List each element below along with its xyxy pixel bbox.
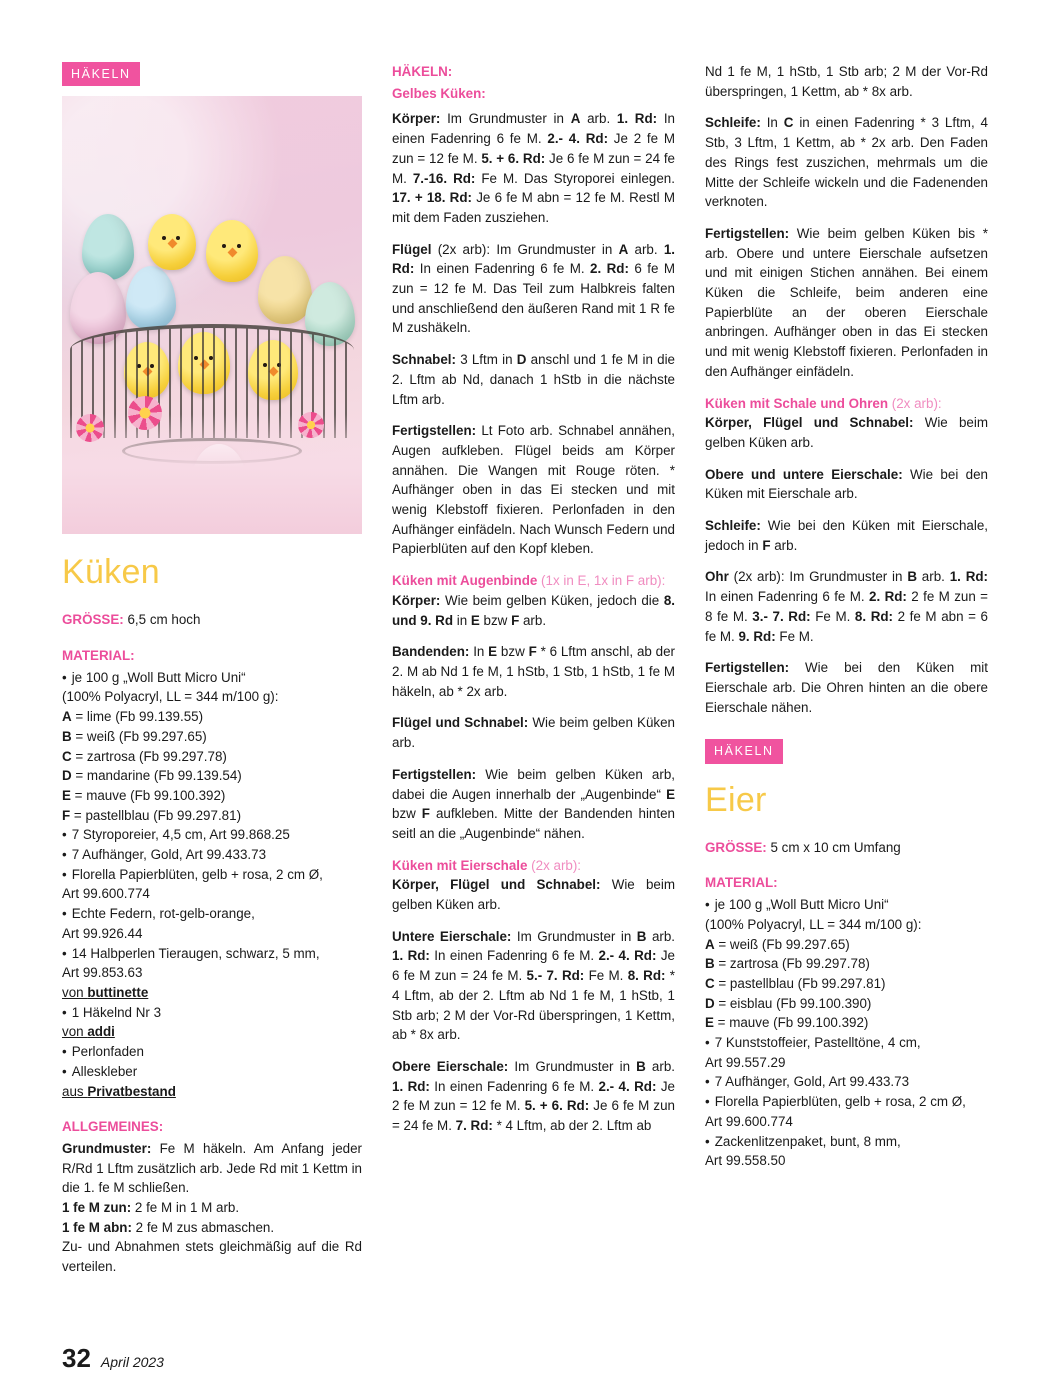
- supplier-prefix: aus: [62, 1083, 88, 1099]
- schleife2-lead: Schleife:: [705, 518, 761, 534]
- untere-lead: Untere Eierschale:: [392, 928, 512, 944]
- general-paragraph: [62, 1139, 362, 1198]
- eierschale-title: Küken mit Eierschale: [392, 857, 528, 873]
- untere-text: Im Grundmuster in B arb. 1. Rd: In einen Fadenring 6 fe M. 2.- 4. Rd: Je 6 fe M zun = 24 fe M. 5.- 7. Rd: Fe M. 8. Rd: * 4 Lftm, ab der 2. Lftm ab Nd 1 fe M, 1 hStb, 1 Stb arb; 2 M der Vor-Rd überspringen, 1 Kettm, ab * 8x arb.: [392, 928, 676, 1043]
- list-item: Art 99.557.29: [705, 1054, 786, 1070]
- fertigstellen-text: Wie beim gelben Küken arb, dabei die Augen innerhalb der „Augenbinde“ E bzw F aufkleben. Mitte der Bandenden hinten seitl an die „Augenbinde“ nähen.: [392, 766, 675, 841]
- fluegel-schnabel-paragraph: [392, 713, 675, 752]
- list-item: D = mandarine (Fb 99.139.54): [62, 768, 242, 784]
- schleife-paragraph: [705, 113, 988, 212]
- schalen-lead: Obere und untere Eierschale:: [705, 466, 903, 482]
- material-list-eier: [705, 895, 988, 1171]
- fertigstellen2-text: Wie bei den Küken mit Eierschale arb. Die Ohren hinten an die obere Eierschale nähen.: [705, 660, 988, 715]
- koerper-text: Im Grundmuster in A arb. 1. Rd: In einen Fadenring 6 fe M. 2.- 4. Rd: Je 2 fe M zun = 12 fe M. 5. + 6. Rd: Je 6 fe M zun = 24 fe M. 7.-16. Rd: Fe M. Das Styroporei einlegen. 17. + 18. Rd: Je 6 fe M abn = 12 fe M. Restl M mit dem Faden zusziehen.: [392, 111, 676, 225]
- eierschale-heading: [392, 856, 675, 915]
- bandenden-lead: Bandenden:: [392, 644, 470, 660]
- issue-date: April 2023: [100, 1354, 164, 1370]
- size-line: [62, 610, 362, 630]
- supplier-name: Privatbestand: [87, 1083, 176, 1099]
- list-item: C = pastellblau (Fb 99.297.81): [705, 975, 886, 991]
- fertigstellen-text: Wie beim gelben Küken bis * arb. Obere und untere Eierschale aufsetzen und mit einigen Stichen annähen. Bei einem Küken die Schleife, beim anderen eine Papierblüte an der oberen Eierschale anbringen. Aufhänger oben in das Ei stecken und mit wenig Klebstoff fixieren. Perlonfaden in den Aufhänger einfädeln.: [705, 225, 988, 379]
- supplier-line-3: [62, 1082, 362, 1102]
- general-lead: 1 fe M zun:: [62, 1200, 132, 1216]
- material-heading: MATERIAL:: [62, 648, 135, 664]
- augenbinde-suffix: (1x in E, 1x in F arb):: [537, 573, 666, 589]
- ohr-text: (2x arb): Im Grundmuster in B arb. 1. Rd: In einen Fadenring 6 fe M. 2. Rd: 2 fe M zun = 8 fe M. 3.- 7. Rd: Fe M. 8. Rd: 2 fe M abn = 6 fe M. 9. Rd: Fe M.: [705, 569, 989, 644]
- general-heading: ALLGEMEINES:: [62, 1119, 164, 1135]
- fluegel-schnabel-lead: Flügel und Schnabel:: [392, 715, 529, 731]
- eierschale-suffix: (2x arb):: [527, 857, 582, 873]
- page-footer: [62, 1343, 164, 1374]
- ohren-heading: [705, 394, 988, 453]
- list-item: F = pastellblau (Fb 99.297.81): [62, 807, 242, 823]
- general-text: 2 fe M zus abmaschen.: [131, 1219, 275, 1235]
- ohren-kfs-text: Wie beim gelben Küken arb.: [705, 415, 988, 450]
- fertigstellen-paragraph: [392, 421, 675, 559]
- continued-paragraph: Nd 1 fe M, 1 hStb, 1 Stb arb; 2 M der Vor-Rd überspringen, 1 Kettm, ab * 8x arb.: [705, 64, 988, 99]
- obere-lead: Obere Eierschale:: [392, 1058, 509, 1074]
- list-item: Art 99.853.63: [62, 965, 143, 981]
- schleife2-text: Wie bei den Küken mit Eierschale, jedoch in F arb.: [705, 518, 988, 553]
- obere-eierschale-paragraph: [392, 1057, 675, 1136]
- gelbes-kueken-heading: Gelbes Küken:: [392, 85, 486, 101]
- size-value: 5 cm x 10 cm Umfang: [766, 839, 901, 855]
- fertigstellen2-lead: Fertigstellen:: [705, 660, 790, 676]
- general-lead: 1 fe M abn:: [62, 1219, 132, 1235]
- chick-eye: [162, 236, 166, 240]
- ohren-suffix: (2x arb):: [888, 395, 942, 411]
- schleife2-paragraph: [705, 516, 988, 555]
- list-item: • Perlonfaden: [62, 1042, 362, 1062]
- section-tag-haekeln: HÄKELN: [62, 62, 140, 86]
- list-item: (100% Polyacryl, LL = 344 m/100 g):: [705, 916, 922, 932]
- hero-photo: [62, 96, 362, 534]
- ohren-kfs-lead: Körper, Flügel und Schnabel:: [705, 415, 914, 431]
- list-item: • Echte Federn, rot-gelb-orange,: [62, 904, 362, 924]
- list-item: • Zackenlitzenpaket, bunt, 8 mm,: [705, 1132, 988, 1152]
- fertigstellen-lead: Fertigstellen:: [392, 766, 477, 782]
- material-list: [62, 668, 362, 983]
- list-item: Art 99.926.44: [62, 925, 143, 941]
- koerper-paragraph: [392, 109, 675, 227]
- fluegel-paragraph: [392, 240, 675, 339]
- schleife-lead: Schleife:: [705, 115, 761, 131]
- eierschale-kfs-text: Wie beim gelben Küken arb.: [392, 877, 675, 913]
- bandenden-paragraph: [392, 642, 675, 701]
- section-tag-haekeln-eier: HÄKELN: [705, 739, 783, 763]
- fertigstellen-lead: Fertigstellen:: [705, 225, 790, 241]
- list-item: B = zartrosa (Fb 99.297.78): [705, 956, 870, 972]
- supplier-name: buttinette: [87, 985, 149, 1000]
- ohren-title: Küken mit Schale und Ohren: [705, 395, 889, 411]
- fertigstellen-text: Lt Foto arb. Schnabel annähen, Augen aufkleben. Flügel beids am Körper annähen. Die Wangen mit Rouge röten. * Aufhänger oben in das Ei stecken und mit wenig Klebstoff fixieren. Perlonfaden in den Aufhänger einfädeln. Nach Wunsch Federn und Papierblüten auf den Kopf kleben.: [392, 423, 675, 557]
- chick-eye: [222, 244, 226, 248]
- supplier-name: addi: [87, 1024, 115, 1040]
- list-item: • Florella Papierblüten, gelb + rosa, 2 cm Ø,: [62, 865, 362, 885]
- chick-eye: [176, 236, 180, 240]
- list-item: A = weiß (Fb 99.297.65): [705, 936, 850, 952]
- augenbinde-koerper-lead: Körper:: [392, 592, 441, 608]
- general-text: Fe M häkeln. Am Anfang jeder R/Rd 1 Lftm zusätzlich arb. Jede Rd mit 1 Kettm in die 1. fe M schließen.: [62, 1140, 362, 1196]
- list-item: B = weiß (Fb 99.297.65): [62, 728, 207, 744]
- list-item: Art 99.600.774: [62, 886, 150, 902]
- material-list-3: [62, 1042, 362, 1081]
- material-heading-eier: MATERIAL:: [705, 875, 778, 891]
- augenbinde-fertigstellen-paragraph: [392, 765, 675, 844]
- fluegel-schnabel-text: Wie beim gelben Küken arb.: [392, 715, 675, 751]
- schnabel-lead: Schnabel:: [392, 352, 456, 368]
- list-item: • je 100 g „Woll Butt Micro Uni“: [705, 895, 988, 915]
- list-item: C = zartrosa (Fb 99.297.78): [62, 748, 227, 764]
- schnabel-paragraph: [392, 350, 675, 409]
- list-item: • 14 Halbperlen Tieraugen, schwarz, 5 mm,: [62, 944, 362, 964]
- fluegel-lead: Flügel: [392, 241, 432, 257]
- untere-eierschale-paragraph: [392, 927, 675, 1045]
- fertigstellen-paragraph: [705, 224, 988, 382]
- ohr-paragraph: [705, 567, 988, 646]
- size-label: GRÖSSE:: [705, 839, 767, 855]
- augenbinde-koerper-text: Wie beim gelben Küken, jedoch die 8. und 9. Rd in E bzw F arb.: [392, 592, 675, 628]
- schalen-paragraph: [705, 465, 988, 504]
- haekeln-heading: HÄKELN:: [392, 64, 453, 79]
- obere-text: Im Grundmuster in B arb. 1. Rd: In einen Fadenring 6 fe M. 2.- 4. Rd: Je 2 fe M zun = 12 fe M. 5. + 6. Rd: Je 6 fe M zun = 24 fe M. 7. Rd: * 4 Lftm, ab der 2. Lftm ab: [392, 1058, 675, 1134]
- koerper-lead: Körper:: [392, 111, 441, 127]
- list-item: Art 99.558.50: [705, 1153, 786, 1169]
- list-item: Art 99.600.774: [705, 1113, 793, 1129]
- column-middle: [392, 62, 675, 1312]
- bandenden-text: In E bzw F * 6 Lftm anschl, ab der 2. M ab Nd 1 fe M, 1 hStb, 1 Stb, 1 hStb, 1 fe M häkeln, ab * 2x arb.: [392, 644, 676, 699]
- list-item: • 1 Häkelnd Nr 3: [62, 1003, 362, 1023]
- list-item: • 7 Aufhänger, Gold, Art 99.433.73: [62, 845, 362, 865]
- list-item: E = mauve (Fb 99.100.392): [62, 787, 226, 803]
- supplier-prefix: von: [62, 1024, 88, 1040]
- supplier-line: [62, 983, 362, 1003]
- general-paragraph: [62, 1218, 362, 1238]
- general-paragraph: Zu- und Abnahmen stets gleichmäßig auf die Rd verteilen.: [62, 1239, 362, 1275]
- schalen-text: Wie bei den Küken mit Eierschale arb.: [705, 466, 988, 502]
- list-item: E = mauve (Fb 99.100.392): [705, 1015, 869, 1031]
- material-list-2: [62, 1003, 362, 1023]
- column-right: [705, 62, 988, 1312]
- list-item: • Alleskleber: [62, 1062, 362, 1082]
- list-item: • Florella Papierblüten, gelb + rosa, 2 cm Ø,: [705, 1092, 988, 1112]
- size-line-eier: [705, 838, 988, 858]
- page-title: Küken: [62, 553, 160, 592]
- page-number: 32: [62, 1343, 91, 1373]
- fertigstellen-lead: Fertigstellen:: [392, 423, 477, 439]
- list-item: • 7 Kunststoffeier, Pastelltöne, 4 cm,: [705, 1033, 988, 1053]
- chick-decor: [206, 220, 258, 282]
- page-columns: [62, 62, 988, 1312]
- section-title-eier: Eier: [705, 780, 767, 819]
- list-item: D = eisblau (Fb 99.100.390): [705, 995, 872, 1011]
- general-lead: Grundmuster:: [62, 1140, 152, 1156]
- schleife-text: In C in einen Fadenring * 3 Lftm, 4 Stb, 3 Lftm, 1 Kettm, ab * 2x arb. Den Faden des Rings fest zuszichen, mehrmals um die Mitte der Schleife wickeln und die Fadenenden verknoten.: [705, 115, 988, 210]
- supplier-prefix: von: [62, 985, 88, 1000]
- size-label: GRÖSSE:: [62, 612, 124, 628]
- list-item: A = lime (Fb 99.139.55): [62, 709, 204, 725]
- size-value: 6,5 cm hoch: [123, 612, 201, 628]
- augenbinde-heading: [392, 571, 675, 630]
- fertigstellen2-paragraph: [705, 658, 988, 717]
- augenbinde-title: Küken mit Augenbinde: [392, 573, 538, 589]
- eierschale-kfs-lead: Körper, Flügel und Schnabel:: [392, 877, 601, 893]
- column-left: [62, 62, 362, 1312]
- fluegel-text: (2x arb): Im Grundmuster in A arb. 1. Rd: In einen Fadenring 6 fe M. 2. Rd: 6 fe M zun = 12 fe M. Das Teil zum Halbkreis falten und anschließend den äußeren Rand mit 1 R fe M zushäkeln.: [392, 241, 675, 336]
- supplier-line-2: [62, 1022, 362, 1042]
- general-paragraph: [62, 1198, 362, 1218]
- list-item: • 7 Styroporeier, 4,5 cm, Art 99.868.25: [62, 825, 362, 845]
- list-item: • 7 Aufhänger, Gold, Art 99.433.73: [705, 1072, 988, 1092]
- chick-eye: [237, 244, 241, 248]
- general-text: 2 fe M in 1 M arb.: [131, 1200, 240, 1216]
- chick-decor: [148, 214, 196, 270]
- list-item: • je 100 g „Woll Butt Micro Uni“: [62, 668, 362, 688]
- ohr-lead: Ohr: [705, 569, 729, 585]
- schnabel-text: 3 Lftm in D anschl und 1 fe M in die 2. Lftm ab Nd, danach 1 hStb in die nächste Lftm arb.: [392, 352, 675, 407]
- list-item: (100% Polyacryl, LL = 344 m/100 g):: [62, 689, 279, 705]
